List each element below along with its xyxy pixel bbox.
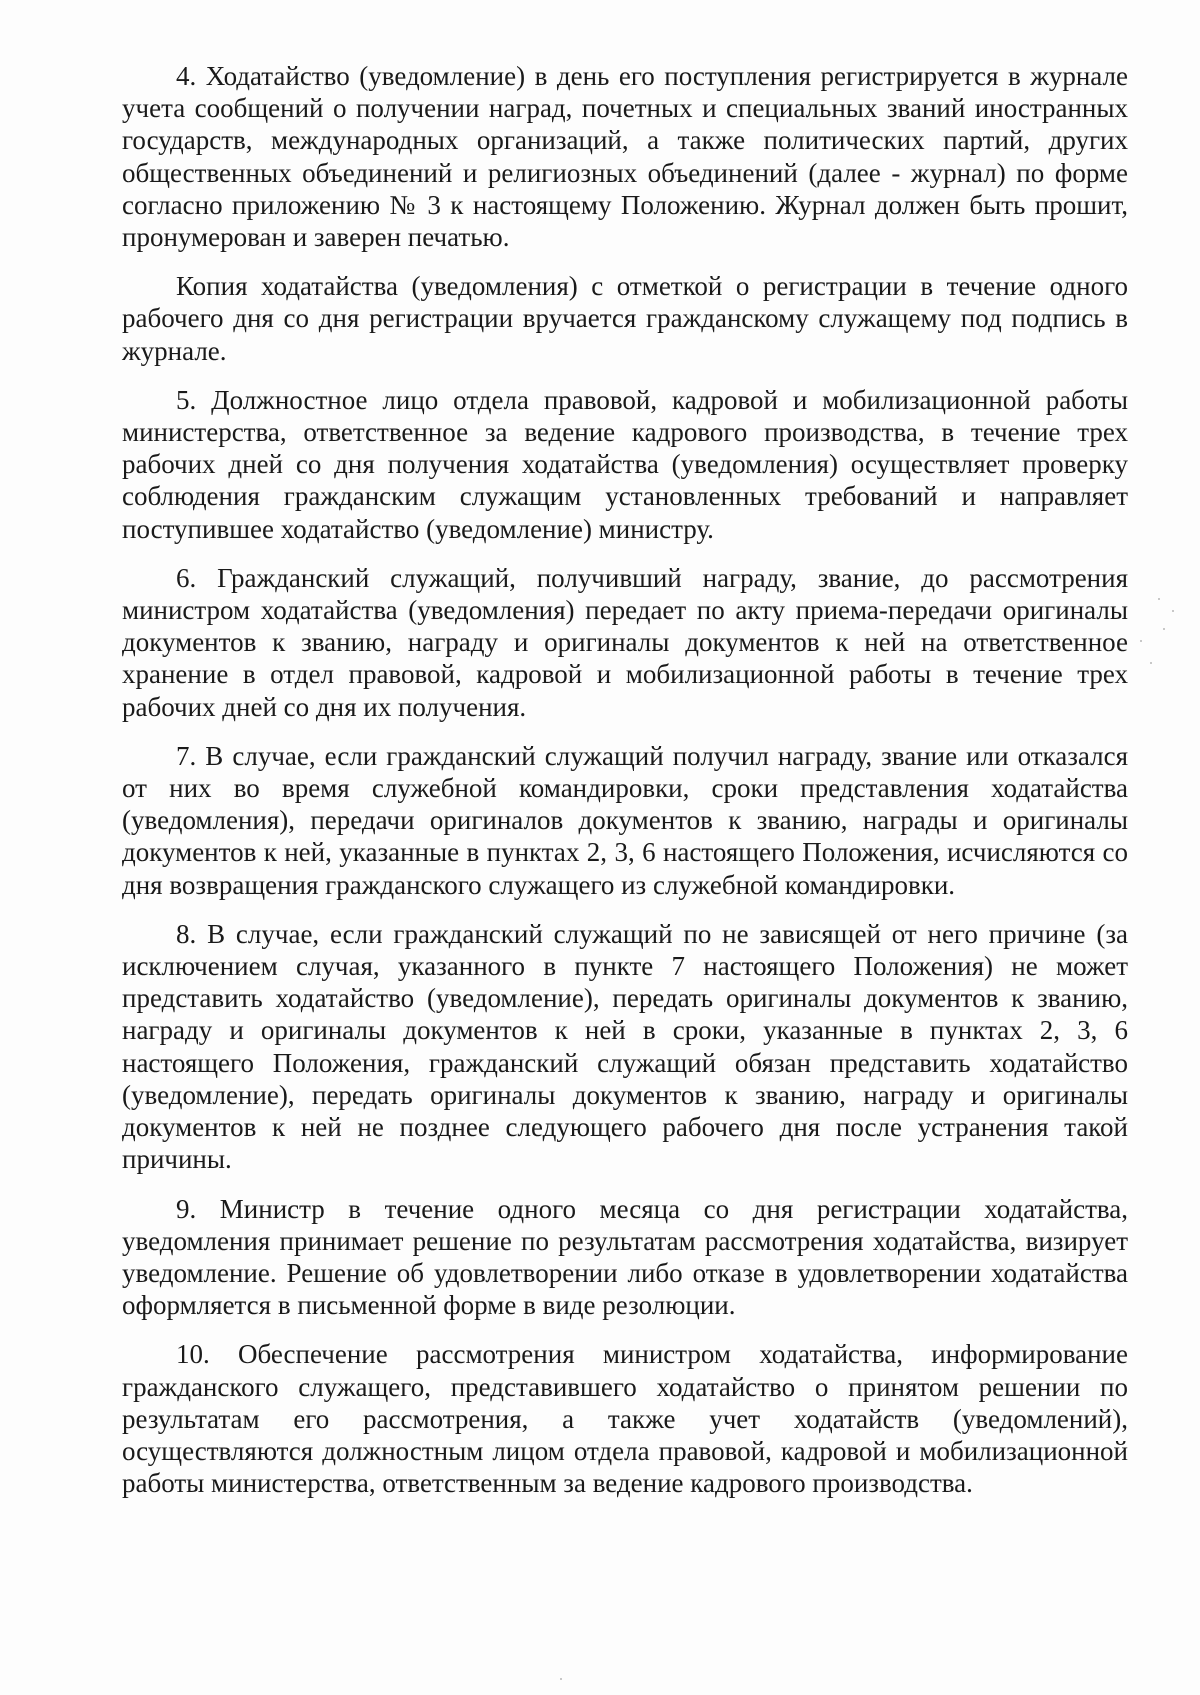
scan-speck (1150, 662, 1152, 664)
paragraph-item-8: 8. В случае, если гражданский служащий по не зависящей от него причине (за исключением случая, указанного в пункте 7 настоящего Положения) не может представить ходатайство (уведомление), передать оригиналы документов к званию, награду и оригиналы документов к ней в сроки, указанные в пунктах 2, 3, 6 настоящего Положения, гражданский служащий обязан представить ходатайство (уведомление), передать оригиналы документов к званию, награду и оригиналы документов к ней не позднее следующего рабочего дня после устранения такой причины. (122, 918, 1128, 1175)
paragraph-copy-registration: Копия ходатайства (уведомления) с отметкой о регистрации в течение одного рабочего дня со дня регистрации вручается гражданскому служащему под подпись в журнале. (122, 271, 1128, 366)
paragraph-item-4: 4. Ходатайство (уведомление) в день его поступления регистрируется в журнале учета сообщений о получении наград, почетных и специальных званий иностранных государств, международных организаций, а также политических партий, других общественных объединений и религиозных объединений (далее - журнал) по форме согласно приложению № 3 к настоящему Положению. Журнал должен быть прошит, пронумерован и заверен печатью. (122, 61, 1128, 253)
scan-speck (1163, 628, 1165, 630)
document-body (122, 60, 1128, 1516)
scan-speck (1172, 610, 1174, 612)
scan-speck (1158, 598, 1160, 600)
paragraph-item-10: 10. Обеспечение рассмотрения министром ходатайства, информирование гражданского служащего, представившего ходатайство о принятом решении по результатам его рассмотрения, а также учет ходатайств (уведомлений), осуществляются должностным лицом отдела правовой, кадровой и мобилизационной работы министерства, ответственным за ведение кадрового производства. (122, 1339, 1128, 1499)
paragraph-item-7: 7. В случае, если гражданский служащий получил награду, звание или отказался от них во время служебной командировки, сроки представления ходатайства (уведомления), передачи оригиналов документов к званию, награды и оригиналы документов к ней, указанные в пунктах 2, 3, 6 настоящего Положения, исчисляются со дня возвращения гражданского служащего из служебной командировки. (122, 740, 1128, 900)
paragraph-item-5: 5. Должностное лицо отдела правовой, кадровой и мобилизационной работы министерства, ответственное за ведение кадрового производства, в течение трех рабочих дней со дня получения ходатайства (уведомления) осуществляет проверку соблюдения гражданским служащим установленных требований и направляет поступившее ходатайство (уведомление) министру. (122, 384, 1128, 544)
scan-speck (560, 1678, 562, 1680)
scan-speck (1140, 640, 1142, 642)
paragraph-item-9: 9. Министр в течение одного месяца со дня регистрации ходатайства, уведомления принимает решение по результатам рассмотрения ходатайства, визирует уведомление. Решение об удовлетворении либо отказе в удовлетворении ходатайства оформляется в письменной форме в виде резолюции. (122, 1193, 1128, 1321)
paragraph-item-6: 6. Гражданский служащий, получивший награду, звание, до рассмотрения министром ходатайства (уведомления) передает по акту приема-передачи оригиналы документов к званию, награду и оригиналы документов к ней на ответственное хранение в отдел правовой, кадровой и мобилизационной работы в течение трех рабочих дней со дня их получения. (122, 562, 1128, 722)
